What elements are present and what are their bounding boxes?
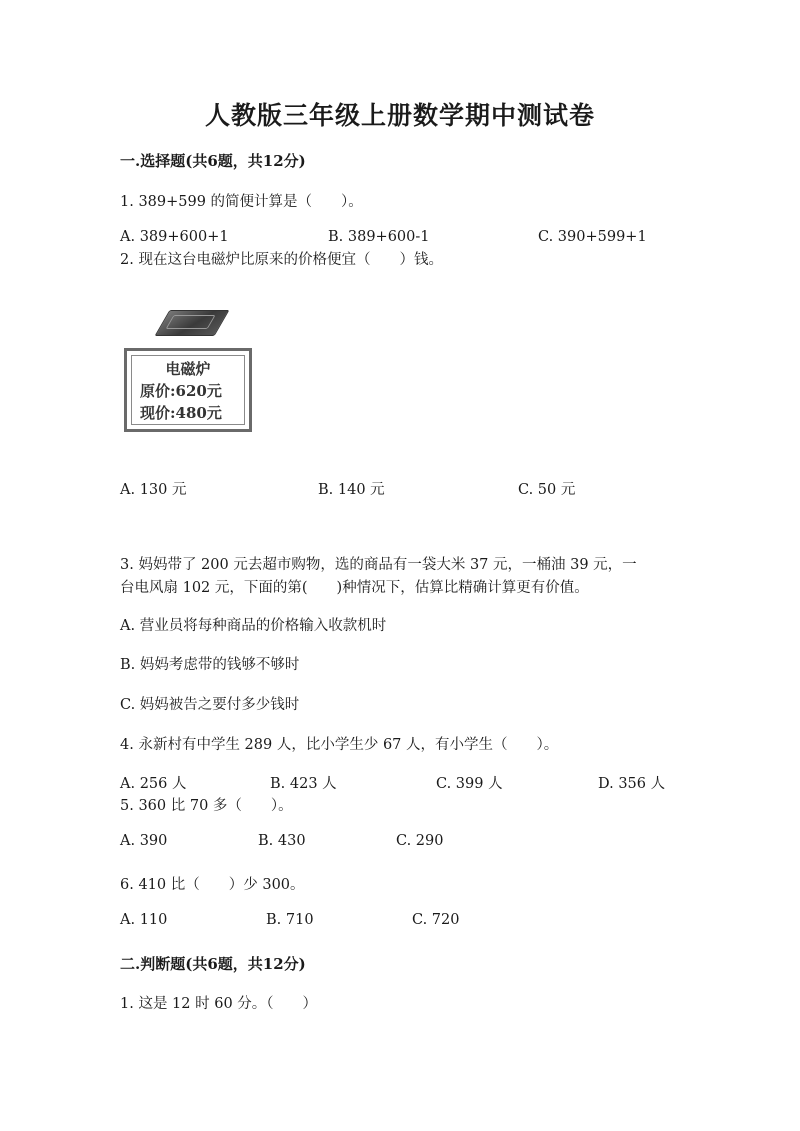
question-1-option-a: A. 389+600+1 — [120, 229, 229, 245]
induction-cooker-icon — [154, 310, 229, 336]
question-4: 4. 永新村有中学生 289 人，比小学生少 67 人，有小学生（ ）。 — [120, 737, 559, 753]
induction-cooker-figure — [120, 300, 260, 440]
question-2-option-b: B. 140 元 — [318, 482, 385, 498]
section-heading-choice: 一.选择题(共6题，共12分) — [120, 152, 306, 170]
question-4-option-b: B. 423 人 — [270, 776, 337, 792]
price-tag-original: 原价:620元 — [140, 382, 222, 400]
question-2-option-a: A. 130 元 — [120, 482, 187, 498]
question-2-option-c: C. 50 元 — [518, 482, 576, 498]
judgement-1: 1. 这是 12 时 60 分。（ ） — [120, 996, 318, 1012]
question-5: 5. 360 比 70 多（ ）。 — [120, 798, 293, 814]
price-tag — [124, 348, 252, 432]
question-4-option-c: C. 399 人 — [436, 776, 503, 792]
question-3-line-2: 台电风扇 102 元，下面的第( )种情况下，估算比精确计算更有价值。 — [120, 580, 589, 596]
question-4-option-d: D. 356 人 — [598, 776, 666, 792]
question-1: 1. 389+599 的简便计算是（ ）。 — [120, 194, 363, 210]
question-3-option-c: C. 妈妈被告之要付多少钱时 — [120, 697, 300, 713]
question-5-option-b: B. 430 — [258, 833, 306, 849]
question-2: 2. 现在这台电磁炉比原来的价格便宜（ ）钱。 — [120, 252, 443, 268]
question-3-line-1: 3. 妈妈带了 200 元去超市购物，选的商品有一袋大米 37 元，一桶油 39 元，一 — [120, 557, 637, 573]
section-heading-judgement: 二.判断题(共6题，共12分) — [120, 955, 306, 973]
question-4-option-a: A. 256 人 — [120, 776, 187, 792]
question-6-option-c: C. 720 — [412, 912, 460, 928]
page-title: 人教版三年级上册数学期中测试卷 — [204, 101, 595, 130]
question-1-option-c: C. 390+599+1 — [538, 229, 647, 245]
question-5-option-c: C. 290 — [396, 833, 444, 849]
question-3-option-a: A. 营业员将每种商品的价格输入收款机时 — [120, 618, 387, 634]
question-1-option-b: B. 389+600-1 — [328, 229, 430, 245]
question-5-option-a: A. 390 — [120, 833, 168, 849]
question-6-option-b: B. 710 — [266, 912, 314, 928]
price-tag-current: 现价:480元 — [140, 404, 222, 422]
question-6-option-a: A. 110 — [120, 912, 168, 928]
question-6: 6. 410 比（ ）少 300。 — [120, 877, 305, 893]
price-tag-product: 电磁炉 — [165, 360, 211, 378]
question-3-option-b: B. 妈妈考虑带的钱够不够时 — [120, 657, 300, 673]
